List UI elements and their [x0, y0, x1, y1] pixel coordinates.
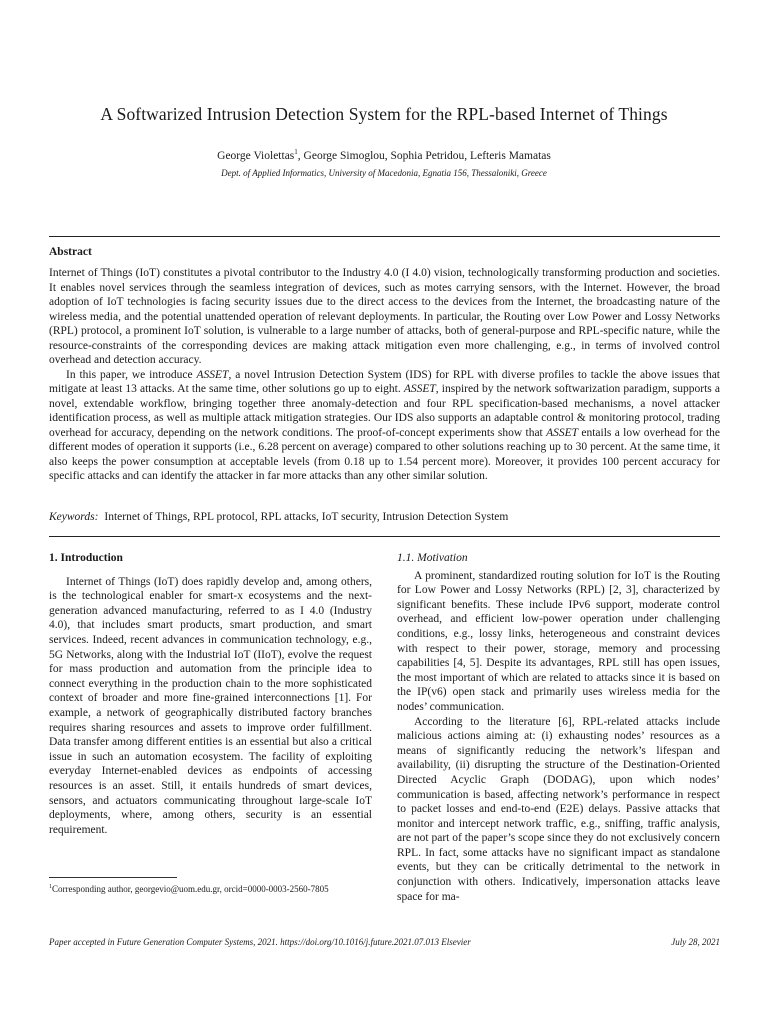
asset-name: ASSET	[403, 383, 436, 395]
abstract-paragraph	[49, 368, 720, 484]
body-paragraph: Internet of Things (IoT) does rapidly develop and, among others, is the technological enabler for smart-x ecosystems and the next-generation advanced manufacturing, referred to as I 4.0 (Industry 4.0), that includes smart products, smart production, and smart services. Indeed, recent advances in communication technology, e.g., 5G Networks, along with the Industrial IoT (IIoT), evolve the request for mass production and automation from the principle idea to connect everything in the production chain to the more sophisticated context of broader and more fine-grained interconnections [1]. For example, a network of geographically distributed factory branches requires sharing resources and assets to improve order fulfillment. Data transfer among different entities is an essential but also a critical issue in such an automation ecosystem. The facility of exploiting everyday Internet-enabled devices as endpoints of accessing resources is an asset. Still, it entails hundreds of smart devices, sensors, and actuators communicating throughout large-scale IoT deployments, where, among others, security is an essential requirement.	[49, 575, 372, 836]
abstract-body	[49, 266, 720, 484]
abstract-text: entails a low overhead for the different modes of operation it supports (i.e., 6.28 percent on average) compared to other solutions reaching up to 30 percent. At the same time, it also keeps the power consumption at acceptable levels (from 0.18 up to 1.54 percent more). Moreover, it provides 100 percent accuracy for specific attacks and can identify the attacker in far more attacks than any other similar solution.	[49, 426, 720, 482]
paper-title: A Softwarized Intrusion Detection System for the RPL-based Internet of Things	[100, 104, 668, 124]
abstract-text: , a novel Intrusion Detection System (IDS) for RPL with diverse profiles to tackle the above issues that mitigate at least 13 attacks. At the same time, other solutions go up to eight.	[49, 368, 720, 395]
footnote	[49, 881, 372, 895]
footnote-mark: 1	[49, 884, 52, 890]
first-author: George Violettas	[217, 149, 295, 162]
footer-date: July 28, 2021	[671, 937, 720, 947]
footnote-divider	[49, 877, 177, 878]
affiliation: Dept. of Applied Informatics, University of Macedonia, Egnatia 156, Thessaloniki, Greece	[221, 168, 547, 178]
body-paragraph: A prominent, standardized routing solution for IoT is the Routing for Low Power and Lossy Networks (RPL) [2, 3], characterized by significant benefits. These include IPv6 support, moderate control overhead, and efficient low-power operation under challenging conditions, e.g., lossy links, heterogeneous and constraint devices with respect to their power, storage, memory and processing capabilities [4, 5]. Despite its advantages, RPL still has open issues, the most important of which are related to attacks since it is based on the IP(v6) open stack and primarily uses wireless media for the nodes’ communication.	[397, 569, 720, 713]
author-list	[0, 148, 768, 162]
footnote-mark: 1	[294, 148, 298, 156]
body-paragraph: According to the literature [6], RPL-related attacks include malicious actions aiming at: (i) exhausting nodes’ resources as a means of significantly reducing the network’s lifespan and availability, (ii) disrupting the structure of the Destination-Oriented Directed Acyclic Graph (DODAG), upon which nodes’ communication is based, affecting network’s performance in respect to packet losses and end-to-end (E2E) delays. Passive attacks that monitor and intercept network traffic, e.g., sniffing, traffic analysis, are not part of the paper’s scope since they do not exclusively concern RPL. In fact, some attacks have no significant impact as standalone events, but they can be critically detrimental to the network in conjunction with others. Indicatively, impersonation attacks leave space for ma-	[397, 715, 720, 903]
left-column	[49, 551, 372, 837]
bottom-divider	[49, 536, 720, 537]
footnote-text: Corresponding author, georgevio@uom.edu.gr, orcid=0000-0003-2560-7805	[52, 884, 329, 894]
subsection-heading: 1.1. Motivation	[397, 552, 468, 564]
right-column	[397, 551, 720, 904]
abstract-text: In this paper, we introduce	[66, 368, 197, 381]
journal-citation: Paper accepted in Future Generation Computer Systems, 2021. https://doi.org/10.1016/j.future.2021.07.013 Elsevier	[49, 937, 471, 947]
abstract-paragraph: Internet of Things (IoT) constitutes a pivotal contributor to the Industry 4.0 (I 4.0) vision, technologically transforming production and societies. It enables novel services through the seamless integration of devices, such as motes carrying sensors, with the Internet. However, the broad adoption of IoT technologies is facing security issues due to the direct access to the devices from the Internet, the broadcasting nature of the wireless media, and the potential unattended operation of relevant deployments. In particular, the Routing over Low Power and Lossy Networks (RPL) protocol, a prominent IoT solution, is vulnerable to a large number of attacks, both of general-purpose and RPL-specific nature, while the resource-constraints of the corresponding devices are making attack mitigation even more challenging, e.g., in terms of involved control overhead and detection accuracy.	[49, 267, 720, 366]
other-authors: , George Simoglou, Sophia Petridou, Lefteris Mamatas	[297, 149, 551, 162]
keywords-label: Keywords:	[49, 511, 99, 523]
asset-name: ASSET	[546, 426, 579, 439]
abstract-text: , inspired by the network softwarization paradigm, supports a novel, extendable workflow, bringing together three anomaly-detection and four RPL specification-based mechanisms, a novel attacker identification process, as well as multiple attack mitigation strategies. Our IDS also supports an adaptable control & monitoring protocol, trading overhead for accuracy, depending on the network conditions. The proof-of-concept experiments show that	[49, 383, 720, 439]
keywords	[49, 511, 720, 523]
asset-name: ASSET	[196, 368, 229, 381]
section-heading: 1. Introduction	[49, 552, 123, 564]
abstract-heading: Abstract	[49, 246, 92, 258]
top-divider	[49, 236, 720, 237]
keywords-text: Internet of Things, RPL protocol, RPL attacks, IoT security, Intrusion Detection System	[104, 511, 509, 523]
intro-body	[49, 575, 372, 838]
